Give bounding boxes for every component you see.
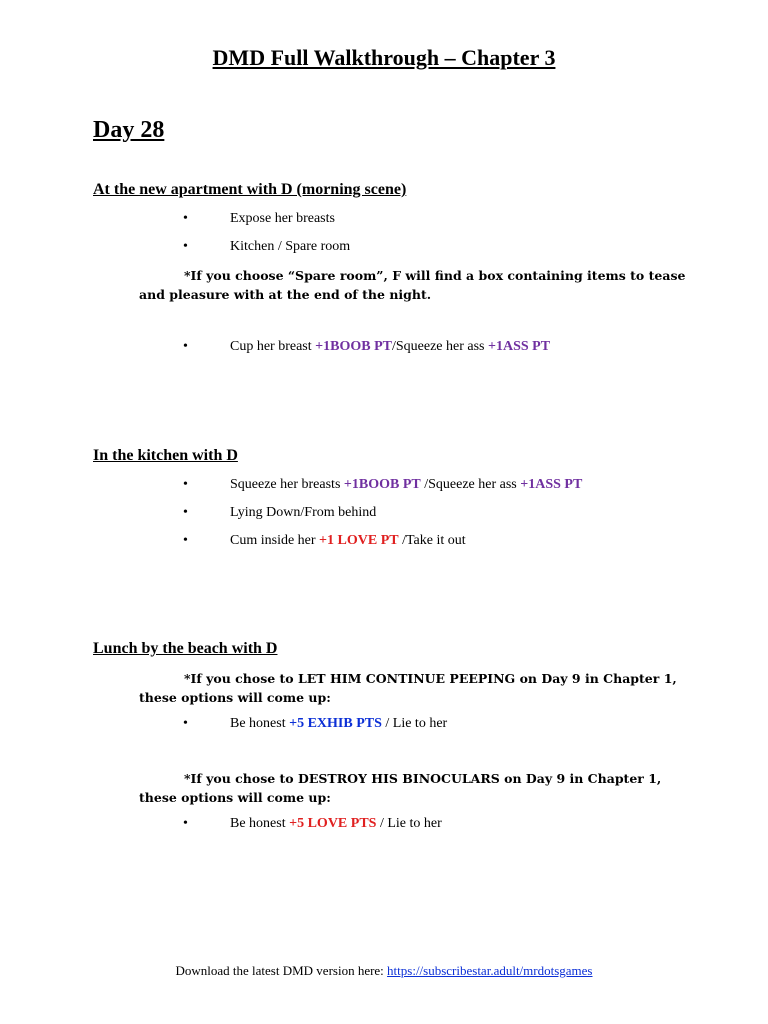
note-spare-room-line1: *If you choose “Spare room”, F will find a box containing items to tease [184,268,686,283]
option-expose-breasts: Expose her breasts [230,211,335,226]
section-heading-lunch: Lunch by the beach with D [93,640,278,657]
bullet-icon: • [183,716,188,731]
ass-pt-badge: +1ASS PT [520,477,583,492]
download-link[interactable]: https://subscribestar.adult/mrdotsgames [387,963,593,978]
option-cup-breast [230,339,550,355]
bullet-icon: • [183,239,188,254]
section-heading-kitchen: In the kitchen with D [93,447,238,464]
option-text: Cup her breast [230,339,316,354]
option-text: / Lie to her [376,816,442,831]
option-text: /Squeeze her ass [391,339,489,354]
note-peeping-line1: *If you chose to LET HIM CONTINUE PEEPING on Day 9 in Chapter 1, [184,671,677,686]
love-pts-badge: +5 LOVE PTS [289,816,377,831]
boob-pt-badge: +1BOOB PT [315,339,392,354]
ass-pt-badge: +1ASS PT [488,339,551,354]
love-pt-badge: +1 LOVE PT [319,533,399,548]
note-spare-room-line2: and pleasure with at the end of the night. [139,287,432,302]
bullet-icon: • [183,477,188,492]
footer [0,963,768,979]
page-title: DMD Full Walkthrough – Chapter 3 [212,45,556,70]
option-cum-inside [230,533,466,549]
day-heading: Day 28 [93,117,165,143]
option-text: /Take it out [398,533,466,548]
option-lying-down: Lying Down/From behind [230,505,377,520]
option-kitchen-spare-room: Kitchen / Spare room [230,239,351,254]
option-text: Squeeze her breasts [230,477,344,492]
bullet-icon: • [183,505,188,520]
option-text: /Squeeze her ass [420,477,521,492]
note-peeping-line2: these options will come up: [139,690,331,705]
option-text: / Lie to her [381,716,448,731]
bullet-icon: • [183,339,188,354]
option-be-honest-exhib [230,716,447,732]
option-text: Cum inside her [230,533,320,548]
option-text: Be honest [230,716,290,731]
section-heading-apartment: At the new apartment with D (morning scene) [93,181,407,198]
option-text: Be honest [230,816,290,831]
exhib-pts-badge: +5 EXHIB PTS [289,716,382,731]
bullet-icon: • [183,211,188,226]
boob-pt-badge: +1BOOB PT [343,477,421,492]
bullet-icon: • [183,816,188,831]
note-binoculars-line2: these options will come up: [139,790,331,805]
option-be-honest-love [230,816,442,832]
note-binoculars-line1: *If you chose to DESTROY HIS BINOCULARS on Day 9 in Chapter 1, [184,771,662,786]
footer-text: Download the latest DMD version here: [175,963,388,978]
option-squeeze-breasts [230,477,582,493]
bullet-icon: • [183,533,188,548]
